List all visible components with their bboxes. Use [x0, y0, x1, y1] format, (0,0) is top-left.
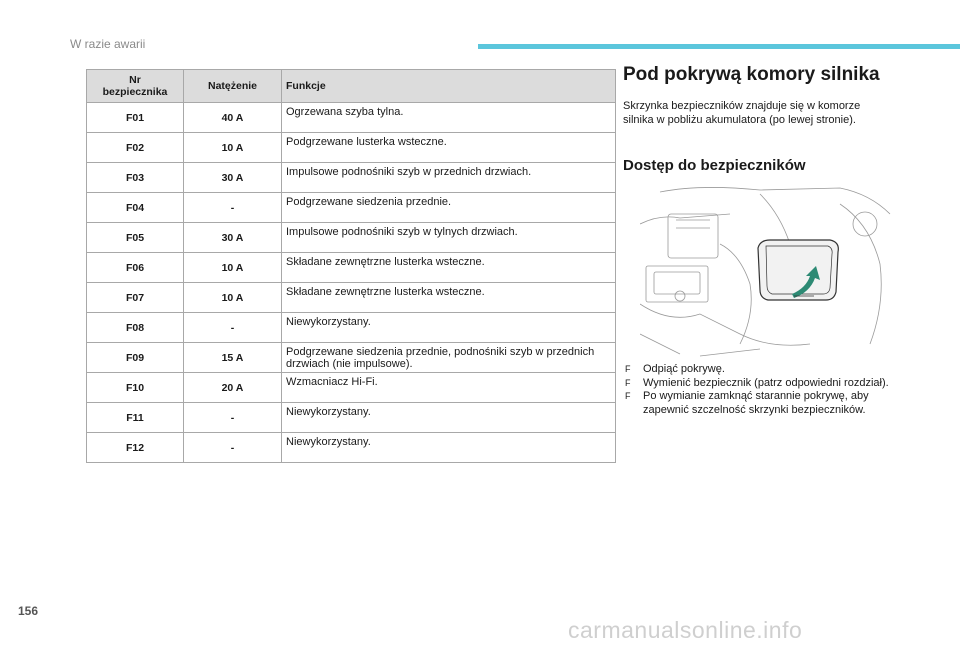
- section-title: Pod pokrywą komory silnika: [623, 64, 880, 85]
- table-row: [87, 433, 616, 463]
- fuse-number-cell: F07: [87, 283, 184, 313]
- amperage-cell: 40 A: [184, 103, 282, 133]
- bullet-icon: F: [625, 377, 631, 388]
- intro-paragraph: Skrzynka bezpieczników znajduje się w komorze silnika w pobliżu akumulatora (po lewej stronie).: [623, 100, 861, 126]
- fuse-number-cell: F05: [87, 223, 184, 253]
- table-row: [87, 133, 616, 163]
- amperage-cell: 20 A: [184, 373, 282, 403]
- amperage-cell: 30 A: [184, 223, 282, 253]
- function-cell: Impulsowe podnośniki szyb w tylnych drzwiach.: [282, 223, 616, 253]
- function-cell: Podgrzewane siedzenia przednie, podnośniki szyb w przednich drzwiach (nie impulsowe).: [282, 343, 616, 373]
- amperage-cell: 15 A: [184, 343, 282, 373]
- fuse-table: [86, 69, 616, 463]
- bullet-icon: F: [625, 391, 631, 401]
- function-cell: Składane zewnętrzne lusterka wsteczne.: [282, 283, 616, 313]
- fuse-number-cell: F03: [87, 163, 184, 193]
- section-label: W razie awarii: [70, 37, 146, 51]
- amperage-cell: -: [184, 313, 282, 343]
- amperage-cell: -: [184, 433, 282, 463]
- table-row: [87, 343, 616, 373]
- table-row: [87, 283, 616, 313]
- function-cell: Składane zewnętrzne lusterka wsteczne.: [282, 253, 616, 283]
- function-cell: Impulsowe podnośniki szyb w przednich drzwiach.: [282, 163, 616, 193]
- table-row: [87, 163, 616, 193]
- header-amperage: Natężenie: [184, 70, 282, 103]
- amperage-cell: -: [184, 403, 282, 433]
- fuse-number-cell: F11: [87, 403, 184, 433]
- watermark: carmanualsonline.info: [568, 617, 803, 643]
- function-cell: Podgrzewane lusterka wsteczne.: [282, 133, 616, 163]
- amperage-cell: 30 A: [184, 163, 282, 193]
- function-cell: Podgrzewane siedzenia przednie.: [282, 193, 616, 223]
- amperage-cell: 10 A: [184, 283, 282, 313]
- fuse-number-cell: F04: [87, 193, 184, 223]
- table-row: [87, 223, 616, 253]
- table-row: [87, 103, 616, 133]
- fuse-number-cell: F09: [87, 343, 184, 373]
- header-accent-bar: [478, 44, 960, 49]
- table-row: [87, 193, 616, 223]
- page-number: 156: [18, 604, 39, 618]
- list-item: F Odpiąć pokrywę.: [625, 363, 725, 375]
- list-item: F Wymienić bezpiecznik (patrz odpowiedni rozdział).: [625, 376, 889, 389]
- subsection-title: Dostęp do bezpieczników: [623, 157, 806, 174]
- list-item: F Po wymianie zamknąć starannie pokrywę, aby zapewnić szczelność skrzynki bezpieczników.: [625, 390, 869, 416]
- fuse-number-cell: F06: [87, 253, 184, 283]
- fuse-number-cell: F12: [87, 433, 184, 463]
- fuse-box-illustration: [640, 184, 892, 359]
- header-functions: Funkcje: [282, 70, 616, 103]
- fuse-number-cell: F08: [87, 313, 184, 343]
- bullet-icon: F: [625, 364, 631, 374]
- function-cell: Niewykorzystany.: [282, 313, 616, 343]
- fuse-number-cell: F01: [87, 103, 184, 133]
- function-cell: Ogrzewana szyba tylna.: [282, 103, 616, 133]
- function-cell: Niewykorzystany.: [282, 403, 616, 433]
- header-fuse-number: Nr bezpiecznika: [87, 70, 184, 103]
- amperage-cell: 10 A: [184, 133, 282, 163]
- amperage-cell: 10 A: [184, 253, 282, 283]
- table-row: [87, 403, 616, 433]
- table-header-row: [87, 70, 616, 103]
- table-row: [87, 373, 616, 403]
- fuse-number-cell: F10: [87, 373, 184, 403]
- fuse-number-cell: F02: [87, 133, 184, 163]
- table-row: [87, 253, 616, 283]
- table-row: [87, 313, 616, 343]
- steps-list: [623, 363, 893, 417]
- amperage-cell: -: [184, 193, 282, 223]
- function-cell: Niewykorzystany.: [282, 433, 616, 463]
- function-cell: Wzmacniacz Hi-Fi.: [282, 373, 616, 403]
